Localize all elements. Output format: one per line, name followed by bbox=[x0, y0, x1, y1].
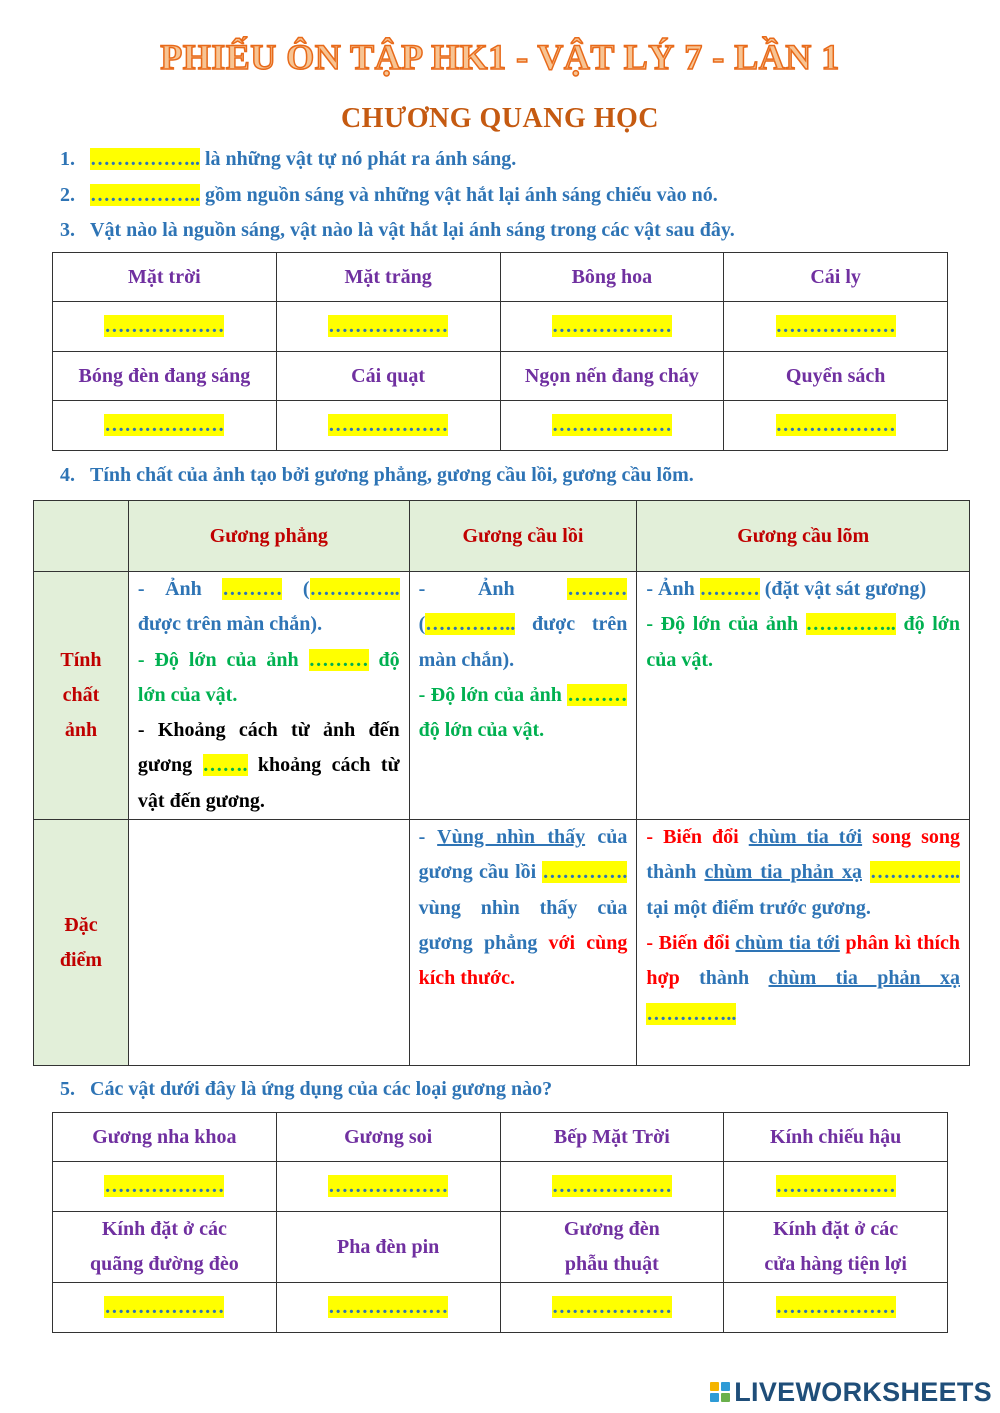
header-convex-mirror: Gương cầu lồi bbox=[409, 501, 637, 572]
image-type-line bbox=[419, 572, 628, 678]
question-4 bbox=[60, 464, 694, 487]
question-text: gồm nguồn sáng và những vật hắt lại ánh sáng chiếu vào nó. bbox=[200, 184, 718, 206]
page-title: PHIẾU ÔN TẬP HK1 - VẬT LÝ 7 - LẦN 1 bbox=[160, 37, 840, 77]
item-label: Ngọn nến đang cháy bbox=[500, 352, 724, 401]
answer-blank[interactable]: ………….. bbox=[870, 861, 961, 884]
answer-blank[interactable]: ……………… bbox=[104, 315, 225, 337]
question-number: 5. bbox=[60, 1078, 75, 1100]
question-2 bbox=[60, 184, 718, 207]
answer-blank-q2[interactable]: …………….. bbox=[90, 184, 200, 206]
item-label: Cái quạt bbox=[276, 352, 500, 401]
answer-cell bbox=[276, 1162, 500, 1212]
answer-cell bbox=[724, 401, 948, 451]
answer-blank[interactable]: ……………… bbox=[775, 414, 896, 436]
text: - Độ lớn của ảnh bbox=[646, 613, 806, 636]
text: - Biến đổi bbox=[646, 931, 736, 954]
concave-mirror-image-cell bbox=[637, 572, 970, 820]
item-label: Bóng đèn đang sáng bbox=[53, 352, 277, 401]
answer-cell bbox=[276, 401, 500, 451]
row-label-word: ảnh bbox=[64, 719, 98, 742]
text: được trên màn chắn). bbox=[418, 613, 628, 671]
underlined-term: chùm tia tới bbox=[735, 931, 840, 954]
image-size-line bbox=[646, 607, 960, 678]
label-line: quãng đường đèo bbox=[90, 1253, 239, 1275]
question-text: là những vật tự nó phát ra ánh sáng. bbox=[200, 148, 517, 170]
answer-cell bbox=[500, 401, 724, 451]
answer-blank[interactable]: ……………… bbox=[551, 414, 672, 436]
item-label: Kính chiếu hậu bbox=[724, 1113, 948, 1162]
answer-cell bbox=[53, 401, 277, 451]
text: - Khoảng cách từ ảnh đến gương bbox=[137, 719, 400, 777]
question-1 bbox=[60, 148, 516, 171]
answer-cell bbox=[53, 302, 277, 352]
item-label bbox=[53, 1212, 277, 1283]
answer-cell bbox=[724, 302, 948, 352]
item-label bbox=[724, 1212, 948, 1283]
label-line: Kính đặt ở các bbox=[773, 1218, 899, 1240]
light-source-table bbox=[52, 252, 948, 451]
item-label: Bếp Mặt Trời bbox=[500, 1113, 724, 1162]
image-type-line bbox=[138, 572, 400, 643]
image-distance-line bbox=[138, 713, 400, 819]
text: - Biến đổi bbox=[646, 826, 749, 849]
concave-mirror-feature-cell bbox=[637, 820, 970, 1066]
answer-cell bbox=[500, 302, 724, 352]
plane-mirror-feature-cell bbox=[128, 820, 409, 1066]
item-label: Bông hoa bbox=[500, 253, 724, 302]
text: độ lớn của vật. bbox=[418, 719, 545, 742]
answer-blank[interactable]: ……. bbox=[202, 754, 248, 777]
item-label: Cái ly bbox=[724, 253, 948, 302]
underlined-term: chùm tia phản xạ bbox=[768, 967, 960, 990]
label-line: Kính đặt ở các bbox=[101, 1218, 227, 1240]
plane-mirror-image-cell bbox=[128, 572, 409, 820]
item-label: Gương nha khoa bbox=[53, 1113, 277, 1162]
chapter-title: CHƯƠNG QUANG HỌC bbox=[340, 103, 660, 134]
answer-blank[interactable]: ………….. bbox=[646, 1002, 737, 1025]
answer-blank-q1[interactable]: …………….. bbox=[90, 148, 200, 170]
convex-mirror-image-cell bbox=[409, 572, 637, 820]
text: song song bbox=[862, 826, 960, 849]
answer-blank[interactable]: …………. bbox=[542, 861, 628, 884]
text: - Độ lớn của ảnh bbox=[137, 648, 309, 671]
header-concave-mirror: Gương cầu lõm bbox=[637, 501, 970, 572]
row-label-word: chất bbox=[62, 684, 100, 707]
answer-cell bbox=[53, 1283, 277, 1333]
answer-blank[interactable]: ……………… bbox=[775, 1175, 896, 1197]
answer-blank[interactable]: ……… bbox=[222, 578, 283, 600]
row-label-word: Đặc bbox=[64, 913, 98, 936]
answer-blank[interactable]: ……………… bbox=[328, 315, 449, 337]
item-label bbox=[500, 1212, 724, 1283]
answer-blank[interactable]: ……………… bbox=[104, 1296, 225, 1318]
question-5 bbox=[60, 1078, 552, 1101]
answer-cell bbox=[276, 1283, 500, 1333]
answer-blank[interactable]: ……………… bbox=[551, 1175, 672, 1197]
text: - bbox=[418, 826, 438, 849]
divergent-beam-line bbox=[646, 926, 960, 1032]
text: vùng nhìn thấy của gương phẳng bbox=[418, 896, 628, 954]
label-line: Gương đèn bbox=[563, 1218, 660, 1240]
item-label bbox=[276, 1212, 500, 1283]
image-type-line bbox=[646, 572, 960, 607]
question-number: 4. bbox=[60, 464, 75, 486]
text: - Độ lớn của ảnh bbox=[418, 683, 568, 706]
answer-blank[interactable]: ……………… bbox=[328, 1296, 449, 1318]
text: ( bbox=[418, 613, 426, 636]
label-line: Pha đèn pin bbox=[336, 1235, 440, 1258]
answer-cell bbox=[500, 1162, 724, 1212]
answer-blank[interactable]: ……… bbox=[308, 648, 369, 671]
question-number: 2. bbox=[60, 184, 75, 206]
answer-blank[interactable]: ……………… bbox=[328, 1175, 449, 1197]
text: của gương cầu lồi bbox=[418, 826, 628, 884]
question-text: Vật nào là nguồn sáng, vật nào là vật hắt lại ánh sáng trong các vật sau đây. bbox=[90, 219, 735, 241]
text: phân kì thích hợp bbox=[646, 931, 960, 990]
text: (đặt vật sát gương) bbox=[759, 578, 927, 600]
view-field-line bbox=[419, 820, 628, 996]
text: tại một điểm trước gương. bbox=[646, 896, 871, 919]
row-label-features bbox=[34, 820, 129, 1066]
answer-blank[interactable]: ……… bbox=[567, 683, 628, 706]
item-label: Mặt trời bbox=[53, 253, 277, 302]
convex-mirror-feature-cell bbox=[409, 820, 637, 1066]
text: độ lớn của vật. bbox=[137, 648, 400, 706]
answer-blank[interactable]: ……………… bbox=[775, 315, 896, 337]
header-plane-mirror: Gương phẳng bbox=[128, 501, 409, 572]
logo-text: LIVEWORKSHEETS bbox=[734, 1376, 992, 1407]
underlined-term: Vùng nhìn thấy bbox=[437, 826, 586, 849]
text: ( bbox=[282, 578, 310, 600]
answer-blank[interactable]: ……………… bbox=[104, 414, 225, 436]
text: với cùng kích thước. bbox=[418, 931, 628, 990]
text: - Ảnh bbox=[137, 578, 223, 600]
row-label-image-properties bbox=[34, 572, 129, 820]
answer-blank[interactable]: ……………… bbox=[328, 414, 449, 436]
text: khoảng cách từ vật đến gương. bbox=[137, 754, 400, 812]
question-number: 1. bbox=[60, 148, 75, 170]
answer-blank[interactable]: ………….. bbox=[805, 613, 896, 636]
underlined-term: chùm tia tới bbox=[748, 826, 863, 849]
question-3 bbox=[60, 219, 735, 242]
answer-blank[interactable]: ………….. bbox=[309, 578, 400, 600]
answer-blank[interactable]: ……… bbox=[567, 578, 628, 600]
liveworksheets-logo bbox=[710, 1377, 992, 1407]
answer-cell bbox=[500, 1283, 724, 1333]
answer-cell bbox=[53, 1162, 277, 1212]
answer-cell bbox=[276, 302, 500, 352]
mirror-properties-table bbox=[33, 500, 970, 1066]
item-label: Mặt trăng bbox=[276, 253, 500, 302]
image-size-line bbox=[138, 643, 400, 714]
answer-blank[interactable]: ……… bbox=[699, 578, 760, 600]
row-label-word: Tính bbox=[60, 649, 102, 672]
answer-cell bbox=[724, 1162, 948, 1212]
label-line: phẫu thuật bbox=[564, 1253, 659, 1275]
item-label: Quyển sách bbox=[724, 352, 948, 401]
text: - Ảnh bbox=[418, 578, 568, 600]
answer-cell bbox=[724, 1283, 948, 1333]
text: - Ảnh bbox=[646, 578, 700, 600]
item-label: Gương soi bbox=[276, 1113, 500, 1162]
question-text: Tính chất của ảnh tạo bởi gương phẳng, gương cầu lồi, gương cầu lõm. bbox=[90, 464, 694, 486]
question-number: 3. bbox=[60, 219, 75, 241]
text: thành bbox=[679, 967, 769, 990]
answer-blank[interactable]: ……………… bbox=[775, 1296, 896, 1318]
answer-blank[interactable]: ……………… bbox=[551, 1296, 672, 1318]
liveworksheets-logo-icon bbox=[710, 1382, 730, 1402]
mirror-application-table bbox=[52, 1112, 948, 1333]
corner-cell bbox=[34, 501, 129, 572]
text: thành bbox=[646, 861, 705, 884]
question-text: Các vật dưới đây là ứng dụng của các loại gương nào? bbox=[90, 1078, 553, 1100]
row-label-word: điểm bbox=[59, 948, 103, 971]
image-size-line bbox=[419, 678, 628, 749]
answer-blank[interactable]: ……………… bbox=[104, 1175, 225, 1197]
answer-blank[interactable]: ……………… bbox=[551, 315, 672, 337]
text: được trên màn chắn). bbox=[137, 613, 323, 636]
answer-blank[interactable]: ………….. bbox=[425, 613, 516, 636]
text: độ lớn của vật. bbox=[646, 613, 960, 671]
parallel-beam-line bbox=[646, 820, 960, 926]
label-line: cửa hàng tiện lợi bbox=[764, 1253, 907, 1275]
underlined-term: chùm tia phản xạ bbox=[704, 861, 862, 884]
